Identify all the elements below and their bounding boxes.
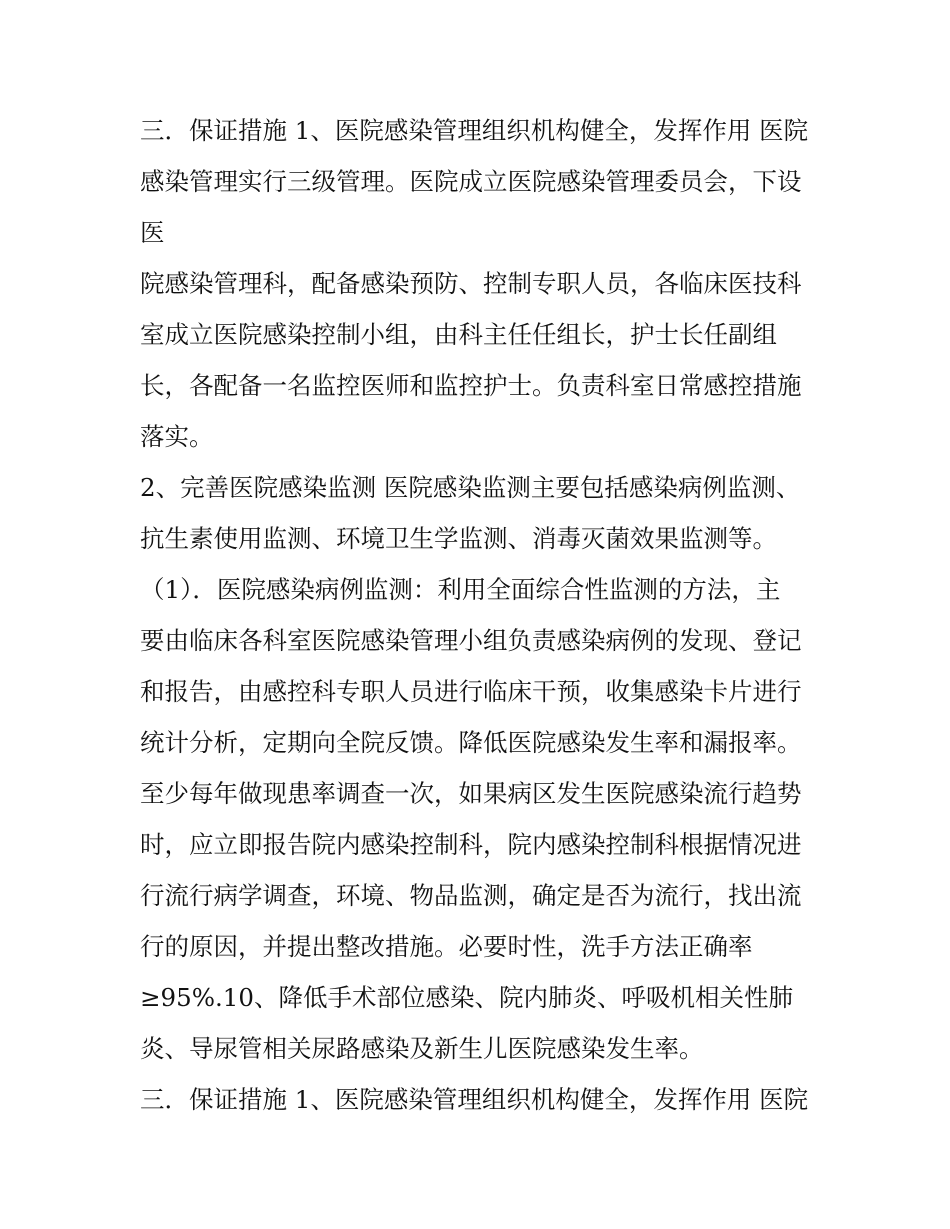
text-line: 三．保证措施 1、医院感染管理组织机构健全，发挥作用 医院 (140, 116, 809, 145)
text-line: 三．保证措施 1、医院感染管理组织机构健全，发挥作用 医院 (140, 1085, 809, 1114)
text-line: 要由临床各科室医院感染管理小组负责感染病例的发现、登记 (140, 626, 802, 655)
text-line: 室成立医院感染控制小组，由科主任任组长，护士长任副组 (140, 320, 777, 349)
text-line: 行的原因，并提出整改措施。必要时性，洗手方法正确率 (140, 932, 753, 961)
text-line: 至少每年做现患率调查一次，如果病区发生医院感染流行趋势 (140, 779, 802, 808)
text-line: 炎、导尿管相关尿路感染及新生儿医院感染发生率。 (140, 1034, 704, 1063)
text-line: （1）．医院感染病例监测：利用全面综合性监测的方法，主 (140, 575, 781, 604)
text-line: 院感染管理科，配备感染预防、控制专职人员，各临床医技科 (140, 269, 802, 298)
text-line: 感染管理实行三级管理。医院成立医院感染管理委员会，下设 (140, 167, 802, 196)
text-line: 长，各配备一名监控医师和监控护士。负责科室日常感控措施 (140, 371, 802, 400)
text-line: 落实。 (140, 422, 214, 451)
text-line: 2、完善医院感染监测 医院感染监测主要包括感染病例监测、 (140, 473, 801, 502)
text-line: 行流行病学调查，环境、物品监测，确定是否为流行，找出流 (140, 881, 802, 910)
text-line: 医 (140, 218, 165, 247)
text-line: 时，应立即报告院内感染控制科，院内感染控制科根据情况进 (140, 830, 802, 859)
text-line: 抗生素使用监测、环境卫生学监测、消毒灭菌效果监测等。 (140, 524, 777, 553)
text-line: 和报告，由感控科专职人员进行临床干预，收集感染卡片进行 (140, 677, 802, 706)
text-line: 统计分析，定期向全院反馈。降低医院感染发生率和漏报率。 (140, 728, 802, 757)
text-line: ≥95%.10、降低手术部位感染、院内肺炎、呼吸机相关性肺 (140, 983, 793, 1012)
document-body (140, 105, 820, 1125)
